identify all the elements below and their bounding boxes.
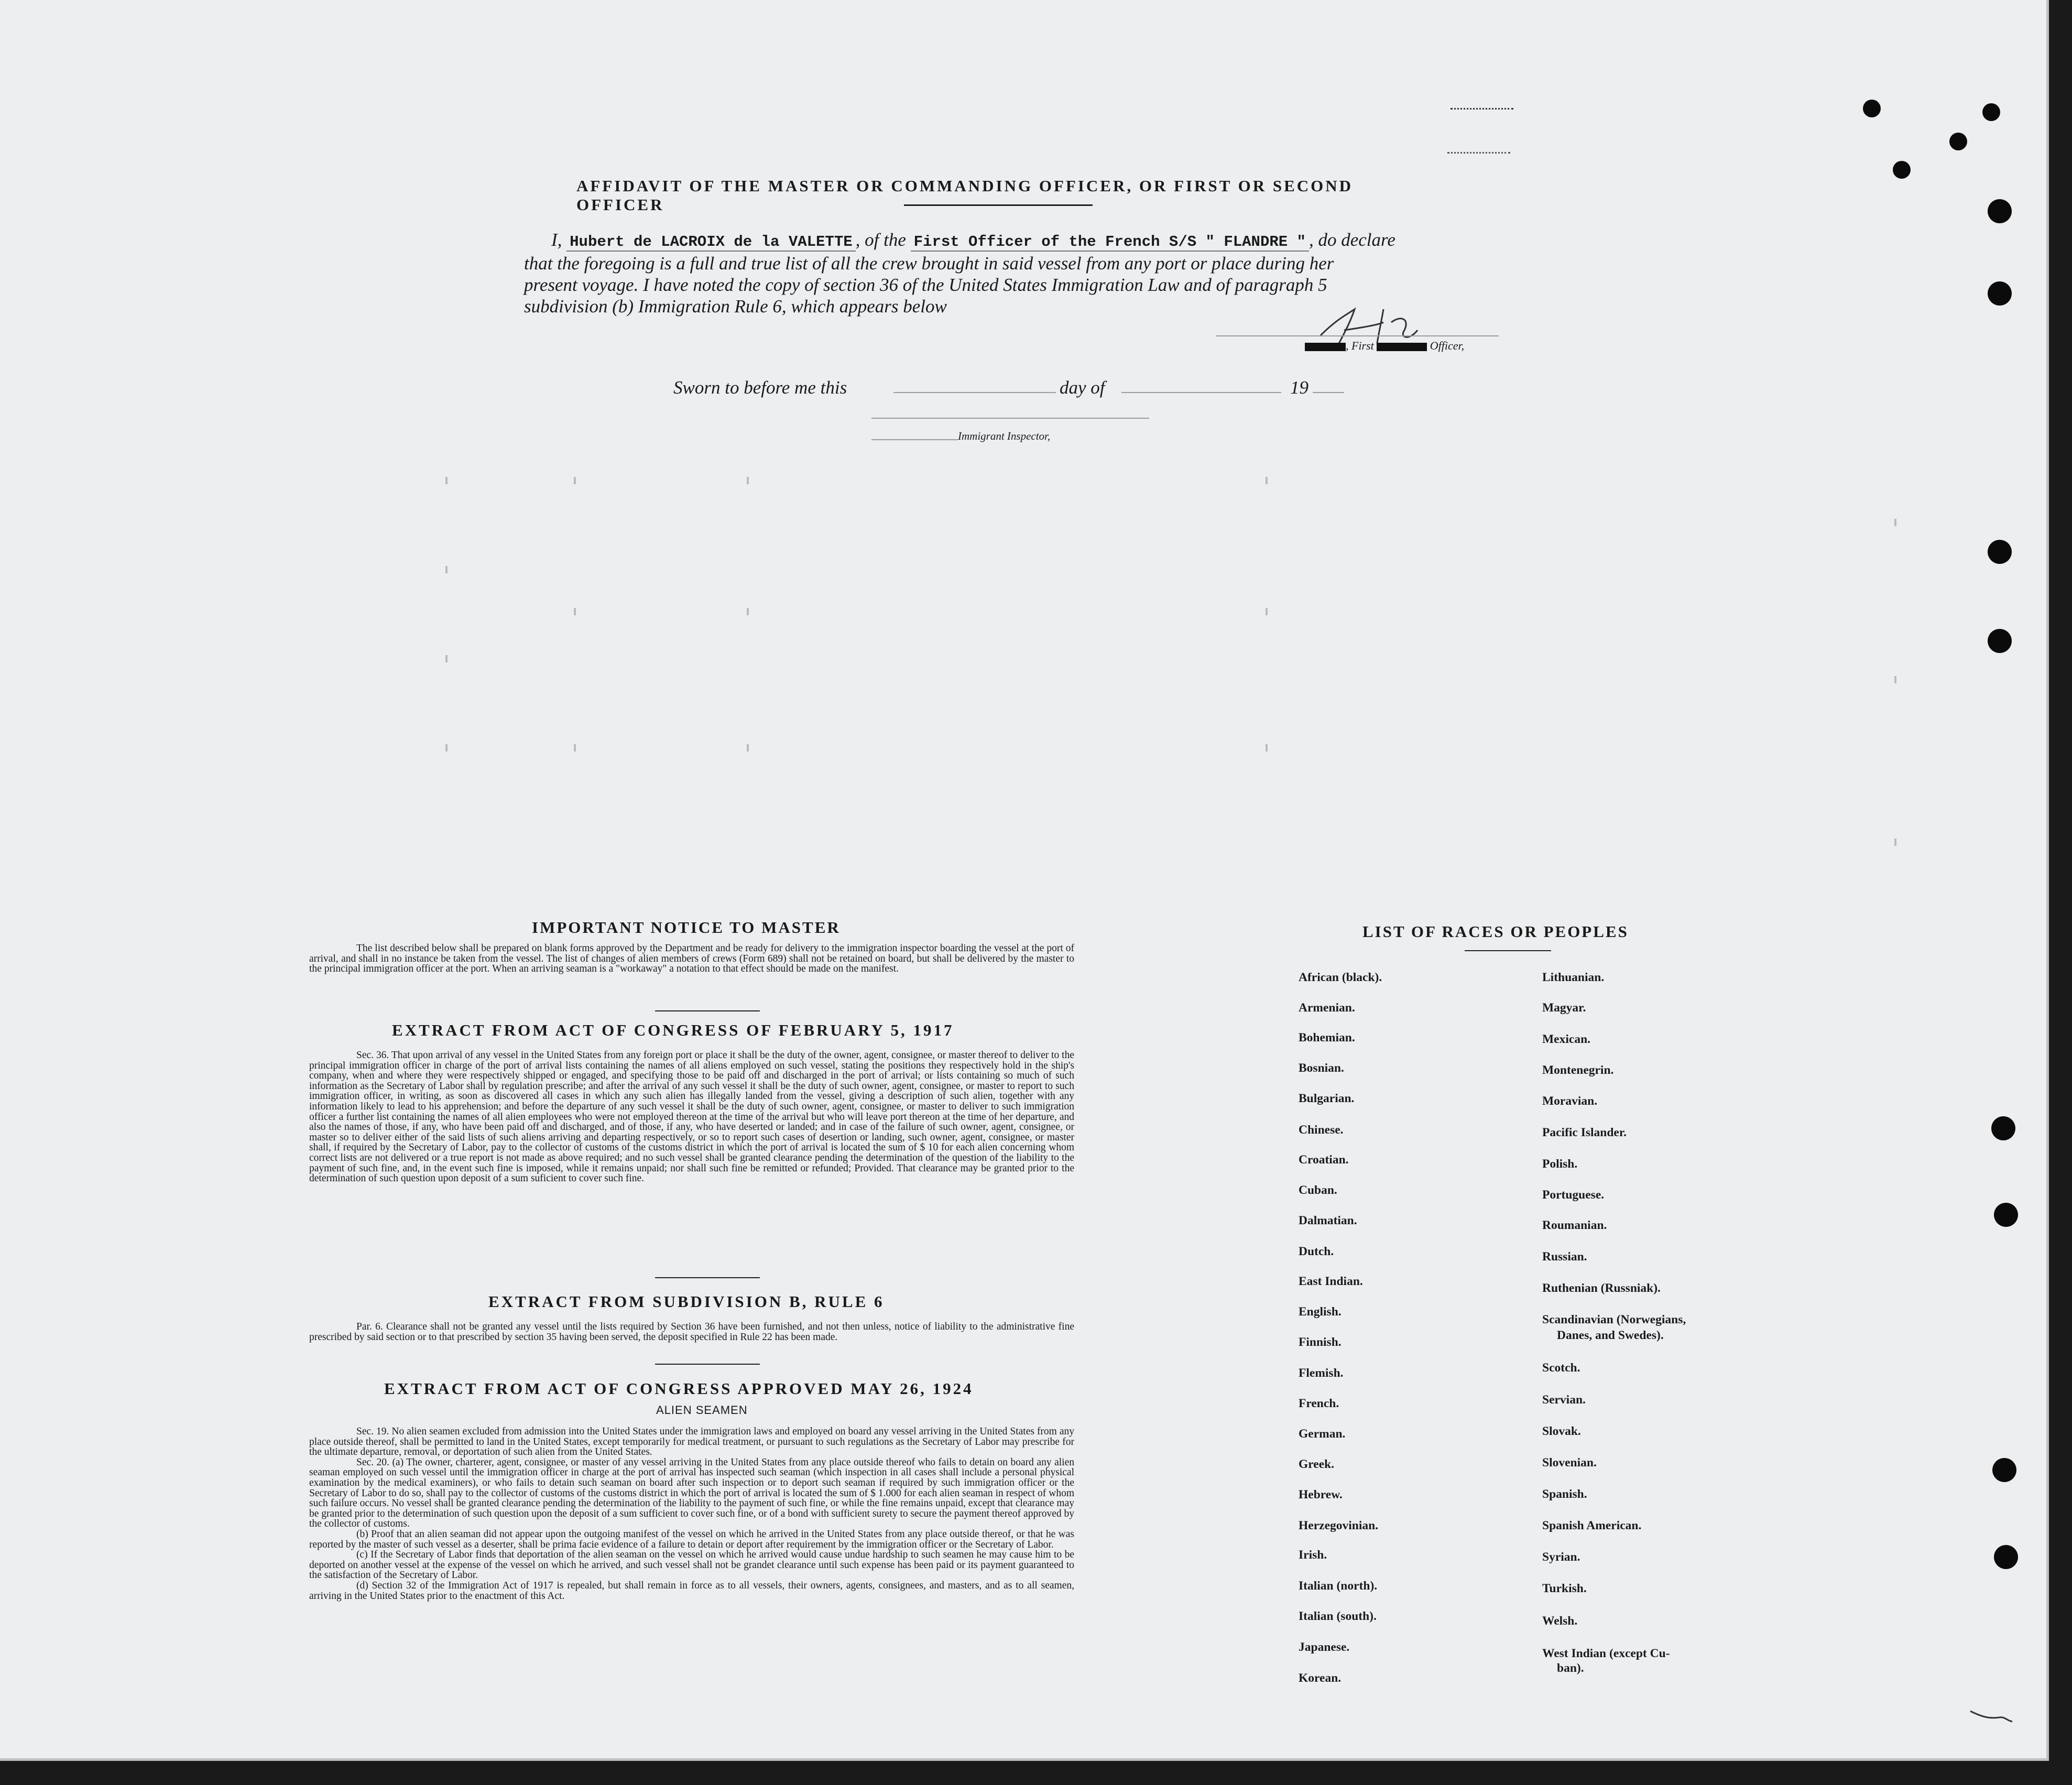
race-item: Croatian. xyxy=(1299,1153,1349,1167)
race-item: Slovak. xyxy=(1542,1424,1581,1438)
punch-hole xyxy=(1992,1458,2016,1482)
year-label: 19 xyxy=(1290,377,1308,398)
affidavit-i: I, xyxy=(551,230,562,250)
affidavit-of-the: , of the xyxy=(855,230,906,250)
race-item: Finnish. xyxy=(1299,1335,1342,1349)
extract3-subtitle: ALIEN SEAMEN xyxy=(656,1403,748,1417)
race-item: Dutch. xyxy=(1299,1245,1334,1258)
race-item: Moravian. xyxy=(1542,1094,1598,1108)
race-item: Scotch. xyxy=(1542,1361,1580,1375)
margin-mark xyxy=(1968,1706,2015,1727)
race-item: Lithuanian. xyxy=(1542,971,1605,984)
inspector-label: Immigrant Inspector, xyxy=(958,430,1051,442)
race-item: Spanish American. xyxy=(1542,1519,1642,1532)
punch-hole xyxy=(1949,133,1967,150)
race-item: Welsh. xyxy=(1542,1614,1578,1628)
race-item: Herzegovinian. xyxy=(1299,1519,1379,1532)
affidavit-line-3: present voyage. I have noted the copy of section 36 of the United States Immigration Law and of paragraph 5 xyxy=(524,275,1327,295)
notice-title: IMPORTANT NOTICE TO MASTER xyxy=(532,918,841,937)
race-item: Korean. xyxy=(1299,1671,1342,1685)
race-item: Syrian. xyxy=(1542,1550,1580,1564)
race-item: West Indian (except Cu- xyxy=(1542,1647,1670,1660)
affidavit-title: AFFIDAVIT OF THE MASTER OR COMMANDING OFFICER, OR FIRST OR SECOND OFFICER xyxy=(576,177,1354,214)
race-item: Bosnian. xyxy=(1299,1061,1344,1075)
race-item: French. xyxy=(1299,1397,1339,1410)
race-item: Mexican. xyxy=(1542,1032,1591,1046)
race-item: Spanish. xyxy=(1542,1487,1587,1501)
race-item: Greek. xyxy=(1299,1457,1335,1471)
sworn-label: Sworn to before me this xyxy=(673,377,847,398)
race-item: Slovenian. xyxy=(1542,1456,1597,1470)
race-item: English. xyxy=(1299,1305,1342,1319)
race-item: Bulgarian. xyxy=(1299,1092,1355,1105)
punch-hole xyxy=(1991,1116,2015,1140)
race-item: Pacific Islander. xyxy=(1542,1126,1627,1139)
punch-hole xyxy=(1982,103,2000,121)
day-of-label: day of xyxy=(1060,377,1105,398)
race-item: Armenian. xyxy=(1299,1001,1355,1015)
punch-hole xyxy=(1994,1203,2018,1227)
margin-dots xyxy=(1447,152,1510,156)
race-item: Italian (south). xyxy=(1299,1609,1377,1623)
punch-hole xyxy=(1863,100,1881,117)
extract2-text: Par. 6. Clearance shall not be granted any vessel until the lists required by Section 36 have been furnished, and not then unless, notice of liability to the administrative fine prescribed by said section or to that prescribed by section 35 having been served, the deposit specified in Rule 22 has been made. xyxy=(309,1321,1074,1343)
race-item: German. xyxy=(1299,1427,1346,1441)
race-item: East Indian. xyxy=(1299,1275,1363,1288)
race-item: Montenegrin. xyxy=(1542,1063,1614,1077)
master-name: Hubert de LACROIX de la VALETTE xyxy=(566,233,856,252)
race-item: Russian. xyxy=(1542,1250,1587,1264)
punch-hole xyxy=(1988,540,2012,564)
extract3-text: Sec. 19. No alien seamen excluded from admission into the United States under the immigration laws and employed on board any vessel arriving in the United States from any place outside thereof, shall be permitted to land in the United States, except temporarily for medical treatment, or pursuant to such regulations as the Secretary of Labor may prescribe for the ultimate departure, removal, or deportation of such alien from the United States. Sec. 20. (a) The owner, charterer, agent, consignee, or master of any vessel arriving in the United States from any place outside thereof who fails to detain on board any alien seaman employed on such vessel until the immigration officer in charge at the port of arrival has inspected such seaman (which inspection in all cases shall include a personal physical examination by the medical examiners), or who fails to detain such seaman on board after such inspection or to deport such seaman if required by such immigration officer or the Secretary of Labor to do so, shall pay to the collector of customs of the customs district in which the port of arrival is located the sum of $ 1.000 for each alien seaman in respect of whom such failure occurs. No vessel shall be granted clearance pending the determination of the liability to the payment of such fine, or while the fine remains unpaid, except that clearance may be granted prior to the determination of such question upon the deposit of a sum sufficient to cover such fine, or of a bond with sufficient surety to secure the payment thereof approved by the collector of customs. (b) Proof that an alien seaman did not appear upon the outgoing manifest of the vessel on which he arrived in the United States from any place outside thereof, or that he was reported by the master of such vessel as a deserter, shall be prima facie evidence of a failure to detain or deport after requirement by the immigration officer or the Secretary of Labor. (c) If the Secretary of Labor finds that deportation of the alien seaman on the vessel on which he arrived would cause undue hardship to such seamen he may cause him to be deported on another vessel at the expense of the vessel on which he arrived, and such vessel shall not be grandet clearance until such expense has been paid or its payment guaranteed to the satisfaction of the Secretary of Labor. (d) Section 32 of the Immigration Act of 1917 is repealed, but shall remain in force as to all vessels, their owners, agents, consignees, and masters, and as to all seamen, arriving in the United States prior to the enactment of this Act. xyxy=(309,1426,1074,1602)
race-item: Scandinavian (Norwegians, xyxy=(1542,1313,1686,1326)
race-item: Flemish. xyxy=(1299,1366,1344,1380)
extract2-title: EXTRACT FROM SUBDIVISION B, RULE 6 xyxy=(488,1292,885,1311)
race-item: Hebrew. xyxy=(1299,1488,1343,1501)
race-item: Bohemian. xyxy=(1299,1031,1355,1044)
race-item: Servian. xyxy=(1542,1393,1586,1407)
race-item: African (black). xyxy=(1299,971,1382,984)
officer-caption xyxy=(1305,339,1464,353)
affidavit-line-1 xyxy=(551,228,1395,254)
officer-rank: First Officer of the French S/S " FLANDRE " xyxy=(911,233,1309,252)
punch-hole xyxy=(1988,629,2012,653)
race-item: Magyar. xyxy=(1542,1001,1586,1015)
officer-caption-first: , First xyxy=(1346,339,1374,352)
punch-hole xyxy=(1994,1545,2018,1569)
officer-caption-officer: Officer, xyxy=(1430,339,1465,352)
race-item: Roumanian. xyxy=(1542,1218,1607,1232)
punch-hole xyxy=(1988,281,2012,306)
race-item: ban). xyxy=(1557,1661,1584,1675)
race-item: Turkish. xyxy=(1542,1582,1587,1595)
notice-text: The list described below shall be prepared on blank forms approved by the Department and be ready for delivery to the immigration inspector boarding the vessel at the port of arrival, and shall in no instance be taken from the vessel. The list of changes of alien members of crews (Form 689) shall not be retained on board, but shall be delivered by the master to the principal immigration officer at the port. When an arriving seaman is a "workaway" a notation to that effect should be made on the manifest. xyxy=(309,943,1074,975)
race-item: Ruthenian (Russniak). xyxy=(1542,1281,1661,1295)
affidavit-declare: , do declare xyxy=(1308,230,1395,250)
race-item: Irish. xyxy=(1299,1548,1327,1562)
races-title: LIST OF RACES OR PEOPLES xyxy=(1362,922,1629,941)
race-item: Japanese. xyxy=(1299,1640,1350,1654)
race-item: Polish. xyxy=(1542,1157,1578,1171)
race-item: Italian (north). xyxy=(1299,1579,1378,1593)
affidavit-line-2: that the foregoing is a full and true list of all the crew brought in said vessel from any port or place during her xyxy=(524,253,1334,274)
race-item: Portuguese. xyxy=(1542,1188,1605,1202)
race-item: Chinese. xyxy=(1299,1123,1344,1137)
extract1-text: Sec. 36. That upon arrival of any vessel in the United States from any foreign port or place it shall be the duty of the owner, agent, consignee, or master thereof to deliver to the principal immigration officer in charge of the port of arrival lists containing the names of all aliens employed on such vessel, stating the positions they respectively hold in the ship's company, when and where they were respectively shipped or engaged, and specifying those to be paid off and discharged in the port of arrival; or lists containing so much of such information as the Secretary of Labor shall by regulation prescribe; and after the arrival of any such vessel it shall be the duty of such owner, agent, consignee, or master to report to such immigration officer, in writing, as soon as discovered all cases in which any such alien has illegally landed from the vessel, giving a description of such alien, together with any information likely to lead to his apprehension; and before the departure of any such vessel it shall be the duty of such owner, agent, consignee, or master to deliver to such immigration officer a further list containing the names of all alien employees who were not employed thereon at the time of the arrival but who will leave port thereon at the time of her departure, and also the names of those, if any, who have been paid off and discharged, and of those, if any, who have deserted or landed; and in case of the failure of such owner, agent, consignee, or master so to deliver either of the said lists of such aliens arriving and departing respectively, or so to report such cases of desertion or landing, such owner, agent, consignee, or master shall, if required by the Secretary of Labor, pay to the collector of customs of the customs district in which the port of arrival is located the sum of $ 10 for each alien concerning whom correct lists are not delivered or a true report is not made as above required; and no such vessel shall be granted clearance pending the determination of the question of the liability to the payment of such fine, and, in the event such fine is imposed, while it remains unpaid; nor shall such fine be remitted or refunded; Provided. That clearance may be granted prior to the determination of such question upon deposit of a sum suficient to cover such fine. xyxy=(309,1050,1074,1184)
extract3-title: EXTRACT FROM ACT OF CONGRESS APPROVED MAY 26, 1924 xyxy=(384,1379,974,1398)
race-item: Dalmatian. xyxy=(1299,1214,1357,1227)
margin-dots xyxy=(1451,108,1513,112)
affidavit-line-4: subdivision (b) Immigration Rule 6, which appears below xyxy=(524,296,947,317)
punch-hole xyxy=(1893,161,1911,179)
race-item: Danes, and Swedes). xyxy=(1557,1329,1664,1342)
race-item: Cuban. xyxy=(1299,1183,1337,1197)
punch-hole xyxy=(1988,199,2012,223)
extract1-title: EXTRACT FROM ACT OF CONGRESS OF FEBRUARY 5, 1917 xyxy=(392,1021,954,1039)
